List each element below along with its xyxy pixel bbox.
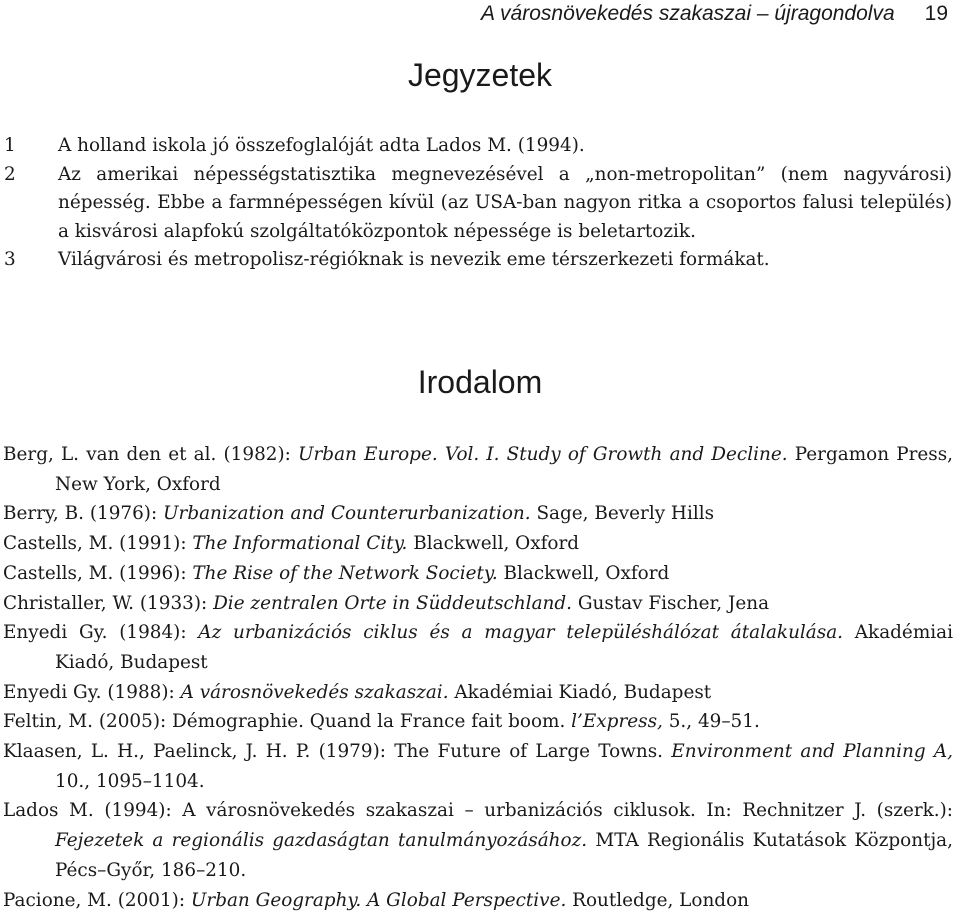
reference-publisher: Blackwell, Oxford: [497, 562, 670, 584]
note-item: [4, 161, 952, 247]
reference-item: [3, 886, 953, 915]
reference-item: [3, 737, 953, 796]
reference-author: Feltin, M. (2005): Démographie. Quand la France fait boom.: [3, 711, 572, 733]
reference-item: [3, 559, 953, 589]
reference-item: [3, 707, 953, 737]
note-text: Világvárosi és metropolisz-régióknak is nevezik eme térszerkezeti formákat.: [58, 249, 770, 270]
note-number: 2: [4, 163, 16, 185]
note-number: 3: [4, 249, 16, 270]
running-head: [481, 2, 948, 26]
reference-list: [3, 440, 953, 915]
reference-author: Castells, M. (1991):: [3, 533, 193, 555]
reference-publisher: Akadémiai Kiadó, Budapest: [448, 681, 712, 703]
reference-title: Urbanization and Counterurbanization.: [163, 503, 531, 525]
reference-publisher: Routledge, London: [566, 889, 749, 911]
reference-title: Fejezetek a regionális gazdaságtan tanulmányozásához.: [55, 830, 588, 852]
reference-title: A városnövekedés szakaszai.: [180, 681, 449, 703]
reference-author: Klaasen, L. H., Paelinck, J. H. P. (1979): The Future of Large Towns.: [3, 741, 672, 763]
reference-publisher: Blackwell, Oxford: [407, 533, 580, 555]
reference-author: Berg, L. van den et al. (1982):: [3, 444, 299, 465]
references-heading: Irodalom: [417, 364, 543, 400]
reference-author: Enyedi Gy. (1988):: [3, 681, 181, 703]
reference-author: Berry, B. (1976):: [3, 503, 164, 525]
note-text: Az amerikai népességstatisztika megnevezésével a „non-metropolitan” (nem nagyvárosi) népesség. Ebbe a farmnépességen kívül (az USA-ban nagyon ritka a csoportos falusi település) a kisvárosi alapfokú szolgáltatóközpontok népessége is beletartozik.: [58, 163, 952, 242]
reference-publisher: Sage, Beverly Hills: [530, 503, 715, 525]
reference-author: Castells, M. (1996):: [3, 562, 193, 584]
reference-title: The Informational City.: [192, 533, 408, 555]
reference-publisher: Gustav Fischer, Jena: [572, 592, 770, 614]
reference-publisher: 10., 1095–1104.: [55, 770, 205, 792]
reference-item: [3, 529, 953, 559]
reference-publisher: 5., 49–51.: [662, 711, 760, 733]
reference-item: [3, 589, 953, 619]
reference-author: Christaller, W. (1933):: [3, 592, 214, 614]
reference-item: [3, 618, 953, 677]
reference-title: Die zentralen Orte in Süddeutschland.: [213, 592, 572, 614]
note-text: A holland iskola jó összefoglalóját adta Lados M. (1994).: [58, 135, 585, 156]
reference-author: Pacione, M. (2001):: [3, 889, 191, 911]
reference-item: [3, 796, 953, 885]
reference-title: l’Express,: [571, 711, 663, 733]
note-item: [4, 132, 952, 161]
reference-author: Enyedi Gy. (1984):: [3, 622, 199, 644]
reference-title: Urban Europe. Vol. I. Study of Growth and Decline.: [298, 444, 788, 465]
notes-heading: Jegyzetek: [407, 57, 553, 93]
reference-item: [3, 440, 953, 499]
notes-list: [4, 132, 952, 275]
reference-publisher: Pergamon Press, New York, Oxford: [55, 444, 953, 495]
reference-item: [3, 499, 953, 529]
reference-publisher: MTA Regionális Kutatások Központja, Pécs–Győr, 186–210.: [55, 830, 953, 881]
reference-title: Az urbanizációs ciklus és a magyar településhálózat átalakulása.: [198, 622, 844, 644]
reference-title: Environment and Planning A,: [671, 741, 953, 763]
running-title: A városnövekedés szakaszai – újragondolva: [481, 2, 895, 25]
reference-publisher: Akadémiai Kiadó, Budapest: [55, 622, 953, 673]
reference-author: Lados M. (1994): A városnövekedés szakaszai – urbanizációs ciklusok. In: Rechnitzer J. (szerk.):: [3, 800, 953, 822]
note-number: 1: [4, 135, 16, 156]
reference-title: Urban Geography. A Global Perspective.: [190, 889, 567, 911]
page-number: 19: [924, 2, 948, 25]
reference-item: [3, 678, 953, 708]
reference-title: The Rise of the Network Society.: [192, 562, 498, 584]
note-item: [4, 246, 952, 275]
